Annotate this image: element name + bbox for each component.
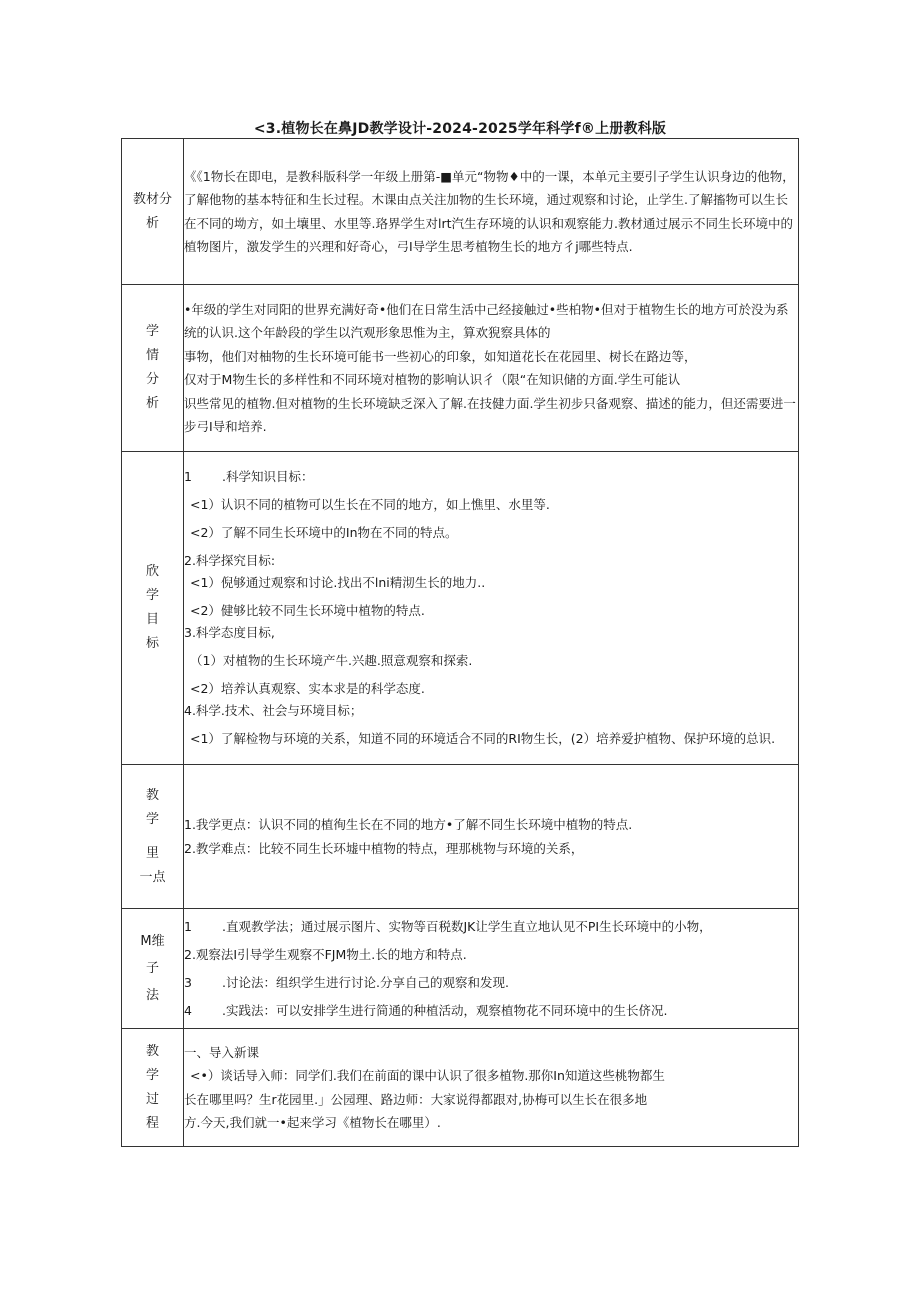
method-item — [184, 913, 798, 941]
label-text: 欣 — [145, 564, 159, 579]
label-key-points — [122, 765, 184, 909]
process-heading: 一、导入新课 — [184, 1044, 260, 1060]
label-text: 子 — [145, 961, 159, 976]
label-text: 教材分 — [132, 191, 172, 207]
objective-group-title: 2.科学探究目标: — [184, 553, 276, 568]
label-text: 学 — [145, 324, 159, 339]
label-material-analysis — [122, 139, 184, 285]
method-item: 2.观察法I引导学生观察不FJM物土.长的地方和特点. — [184, 946, 467, 962]
content-process — [184, 1029, 799, 1147]
row-student-analysis — [122, 285, 799, 452]
label-text: 情 — [145, 348, 159, 363]
label-methods — [122, 909, 184, 1029]
student-analysis-line: •年级的学生对同阳的世界充满好奇•他们在日常生活中己经接触过•些柏物•但对于植物生长的地方可於没为系统的认识.这个年龄段的学生以汽观形象思惟为主，算欢猊察具体的 — [184, 301, 789, 340]
student-analysis-line: 识些常见的植物.但对植物的生长环境缺乏深入了解.在技健力面.学生初步只备观察、描述的能力，但还需要进一步弓I导和培养. — [184, 395, 796, 434]
method-number: 4 — [184, 1002, 192, 1018]
method-text: .实践法：可以安排学生进行简通的种植活动，观察植物花不同环境中的生长侪况. — [222, 1002, 668, 1018]
objective-item: <2）健够比较不同生长环境中植物的特点. — [190, 603, 425, 618]
objective-item: <2）培养认真观察、实本求是的科学态度. — [190, 681, 425, 696]
objective-group-title — [184, 466, 798, 488]
student-analysis-line: 仅对于M物生长的多样性和不同环境对植物的影响认识彳（限“在知识储的方面.学生可能认 — [184, 372, 681, 387]
label-text: 程 — [145, 1115, 159, 1131]
label-text: 过 — [145, 1091, 159, 1107]
objective-item: <1）认识不同的植物可以生长在不同的地方，如上憔里、水里等. — [190, 497, 550, 512]
objective-item: <1）倪够通过观察和讨论.找出不lni精沏生长的地力.. — [190, 575, 486, 590]
process-line: 方.今天,我们就一•起来学习《植物长在哪里）. — [184, 1115, 441, 1130]
row-key-points — [122, 765, 799, 909]
lesson-plan-table — [121, 138, 799, 1147]
content-key-points — [184, 765, 799, 909]
label-student-analysis — [122, 285, 184, 452]
method-number: 1 — [184, 918, 192, 934]
objective-number: 1 — [184, 469, 192, 484]
label-text: 教 — [145, 1043, 159, 1059]
objective-item: （1）对植物的生长环境产牛.兴趣.照意观察和探索. — [190, 653, 473, 668]
method-number: 3 — [184, 974, 192, 990]
row-material-analysis — [122, 139, 799, 285]
label-text: 里 — [145, 845, 159, 861]
document-title: <3.植物长在鼻JD教学设计-2024-2025学年科学f®上册教科版 — [253, 121, 667, 137]
label-text: 学 — [145, 1067, 159, 1083]
content-methods — [184, 909, 799, 1029]
label-text: 法 — [145, 988, 159, 1003]
objective-item: <1）了解检物与环境的关系，知道不同的环境适合不同的RI物生长，(2）培养爱护植物、保护环境的总识. — [190, 731, 776, 746]
label-objectives — [122, 452, 184, 765]
label-process — [122, 1029, 184, 1147]
process-line: 长在哪里吗？生r花园里.」公园理、路边师：大家说得都跟对,协梅可以生长在很多地 — [184, 1091, 648, 1107]
objective-item: <2）了解不同生长环境中的In物在不同的特点。 — [190, 525, 458, 540]
label-text: 目 — [145, 612, 159, 627]
process-line: <•）谈话导入师：同学们.我们在前面的课中认识了很多植物.那你In知道这些桃物都生 — [190, 1068, 665, 1083]
label-text: 析 — [145, 215, 159, 231]
objective-title-text: .科学知识目标： — [222, 469, 314, 484]
student-analysis-line: 事物，他们对柚物的生长环境可能书一些初心的印象，如知道花长在花园里、树长在路边等， — [184, 348, 697, 364]
method-text: .直观教学法；通过展示图片、实物等百税数JK让学生直立地认见不PI生长环境中的小物， — [222, 918, 712, 934]
label-text: 学 — [145, 588, 159, 603]
method-item — [184, 969, 798, 997]
label-text: 析 — [145, 396, 159, 411]
difficult-point-line: 2.教学难点：比较不同生长环墟中植物的特点，理那桃物与环境的关系， — [184, 840, 584, 856]
objective-group-title: 3.科学态度目标, — [184, 625, 275, 640]
label-text: M维 — [140, 934, 165, 949]
content-material-analysis — [184, 139, 799, 285]
row-objectives — [122, 452, 799, 765]
label-text: 标 — [145, 636, 159, 651]
label-text: 一点 — [139, 869, 166, 885]
label-text: 学 — [145, 811, 159, 827]
content-student-analysis — [184, 285, 799, 452]
label-text: 教 — [145, 787, 159, 803]
objective-group-title: 4.科学.技术、社会与环境目标； — [184, 703, 363, 718]
content-objectives — [184, 452, 799, 765]
method-text: .讨论法：组织学生进行讨论.分享自己的观察和发现. — [222, 974, 509, 990]
row-methods — [122, 909, 799, 1029]
label-text: 分 — [145, 372, 159, 387]
material-analysis-text: 《《1物长在即电，是教科版科学一年级上册第-■单元“物物♦中的一课，本单元主要引子学生认识身边的他物，了解他物的基本特征和生长过程。木课由点关注加物的生长环境，通过观察和讨论，止学生.了解搐物可以生长在不同的坳方，如土壤里、水里等.珞界学生对lrt汽生存环境的认识和观察能力.教材通过展示不同生长环境中的植物图片，激发学生的兴理和好奇心，弓I导学生思考植物生长的地方彳j哪些特点. — [184, 168, 795, 254]
key-point-line: 1.我学更点：认识不同的植徇生长在不同的地方•了解不同生长环境中植物的特点. — [184, 817, 633, 832]
row-process — [122, 1029, 799, 1147]
method-item — [184, 997, 798, 1025]
